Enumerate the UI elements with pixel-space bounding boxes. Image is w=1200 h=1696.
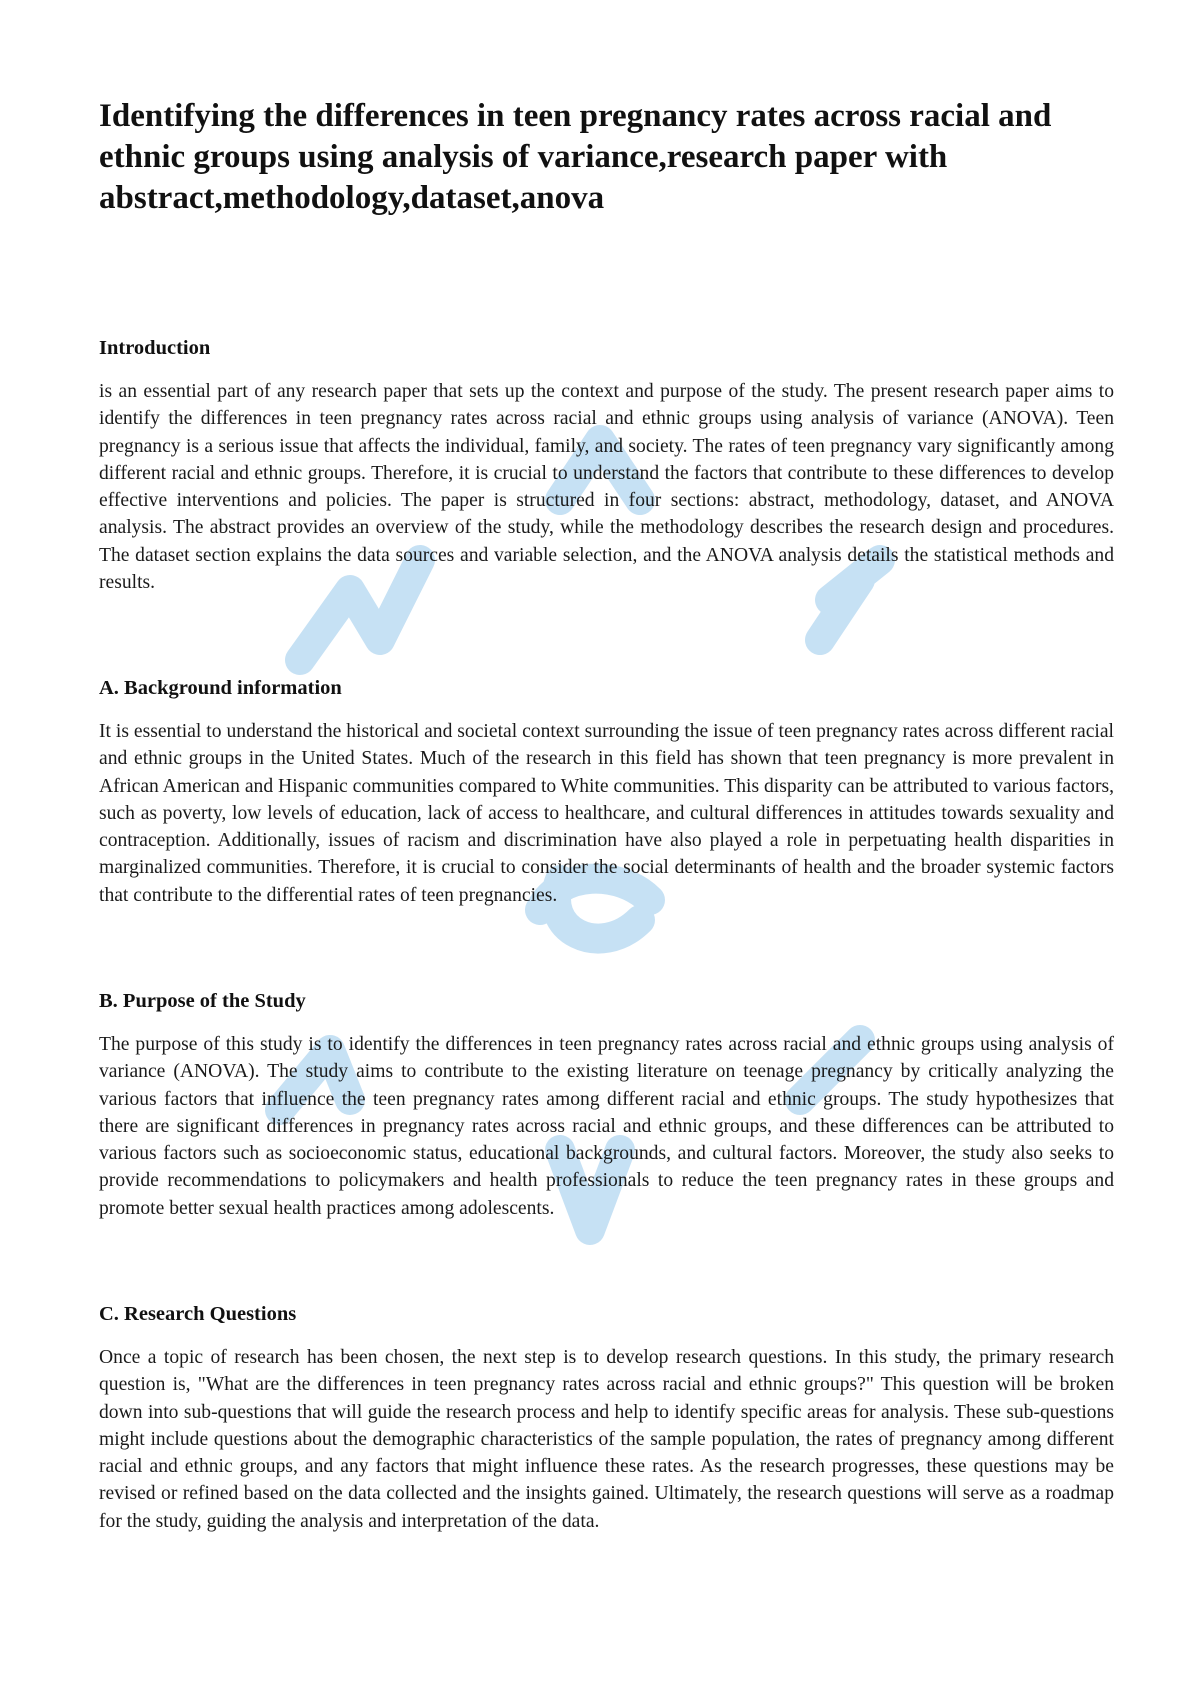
section-body-introduction: is an essential part of any research paper that sets up the context and purpose of the study. The present research paper aims to identify the differences in teen pregnancy rates across racial and ethnic groups using analysis of variance (ANOVA). Teen pregnancy is a serious issue that affects the individual, family, and society. The rates of teen pregnancy vary significantly among different racial and ethnic groups. Therefore, it is crucial to understand the factors that contribute to these differences to develop effective interventions and policies. The paper is structured in four sections: abstract, methodology, dataset, and ANOVA analysis. The abstract provides an overview of the study, while the methodology describes the research design and procedures. The dataset section explains the data sources and variable selection, and the ANOVA analysis details the statistical methods and results. — [99, 381, 1114, 594]
section-heading-purpose: B. Purpose of the Study — [99, 990, 306, 1012]
section-body-research-questions: Once a topic of research has been chosen, the next step is to develop research questions. In this study, the primary research question is, "What are the differences in teen pregnancy rates across racial and ethnic groups?" This question will be broken down into sub-questions that will guide the research process and help to identify specific areas for analysis. These sub-questions might include questions about the demographic characteristics of the sample population, the rates of pregnancy among different racial and ethnic groups, and any factors that might influence these rates. As the research progresses, these questions may be revised or refined based on the data collected and the insights gained. Ultimately, the research questions will serve as a roadmap for the study, guiding the analysis and interpretation of the data. — [99, 1347, 1114, 1532]
document-title: Identifying the differences in teen pregnancy rates across racial and ethnic groups using analysis of variance,research paper with abstract,methodology,dataset,anova — [99, 98, 1052, 216]
section-heading-research-questions: C. Research Questions — [99, 1303, 297, 1325]
section-heading-background: A. Background information — [99, 677, 342, 699]
section-body-purpose: The purpose of this study is to identify the differences in teen pregnancy rates across racial and ethnic groups using analysis of variance (ANOVA). The study aims to contribute to the existing literature on teenage pregnancy by critically analyzing the various factors that influence the teen pregnancy rates among different racial and ethnic groups. The study hypothesizes that there are significant differences in pregnancy rates across racial and ethnic groups, and these differences can be attributed to various factors such as socioeconomic status, educational backgrounds, and cultural factors. Moreover, the study also seeks to provide recommendations to policymakers and health professionals to reduce the teen pregnancy rates in these groups and promote better sexual health practices among adolescents. — [99, 1034, 1114, 1219]
section-heading-introduction: Introduction — [99, 337, 211, 359]
section-body-background: It is essential to understand the historical and societal context surrounding the issue of teen pregnancy rates across different racial and ethnic groups in the United States. Much of the research in this field has shown that teen pregnancy is more prevalent in African American and Hispanic communities compared to White communities. This disparity can be attributed to various factors, such as poverty, low levels of education, lack of access to healthcare, and cultural differences in attitudes towards sexuality and contraception. Additionally, issues of racism and discrimination have also played a role in perpetuating health disparities in marginalized communities. Therefore, it is crucial to consider the social determinants of health and the broader systemic factors that contribute to the differential rates of teen pregnancies. — [99, 721, 1114, 906]
document-content — [99, 96, 1114, 1532]
